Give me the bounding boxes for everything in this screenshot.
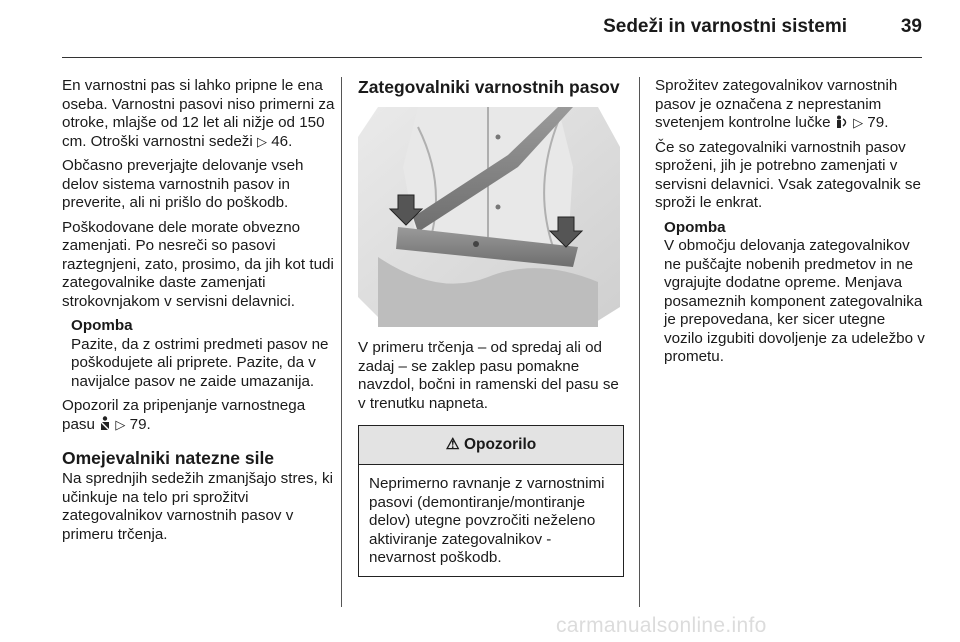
paragraph: Poškodovane dele morate obvezno zamenjati. Po nesreči so pasovi raztegnjeni, zato, prosimo, da jih kot tudi zategovalnike daste zamenjati strokovnjakom v servisni delavnici. — [62, 218, 334, 310]
paragraph: Če so zategovalniki varnostnih pasov sproženi, jih je potrebno zamenjati v servisni delavnici. Vsak zategovalnik se sproži le enkrat. — [655, 138, 921, 211]
column-divider — [341, 77, 342, 607]
column-1 — [62, 77, 338, 550]
paragraph: Na sprednjih sedežih zmanjšajo stres, ki učinkuje na telo pri sprožitvi zategovalnikov varnostnih pasov v primeru trčenja. — [62, 470, 333, 543]
paragraph: En varnostni pas si lahko pripne le ena oseba. Varnostni pasovi niso primerni za otroke, mlajše od 12 let ali nižje od 150 cm. Otroški varnostni sedeži ▷ 46. — [62, 77, 335, 150]
figure-caption: V primeru trčenja – od spredaj ali od zadaj – se zaklep pasu pomakne navzdol, bočni in ramenski del pasu se v trenutku napneta. — [358, 339, 619, 412]
warning-triangle-icon: ⚠ — [445, 436, 460, 453]
note-title: Opomba — [71, 317, 133, 334]
note-title: Opomba — [664, 218, 726, 236]
warning-header — [359, 426, 623, 465]
note — [664, 219, 925, 367]
warning-box — [358, 425, 624, 577]
paragraph: Sprožitev zategovalnikov varnostnih pasov je označena z neprestanim svetenjem kontrolne lučke ▷ 79. — [655, 77, 898, 131]
watermark: carmanualsonline.info — [556, 614, 767, 637]
header-rule — [62, 57, 922, 58]
paragraph: Občasno preverjajte delovanje vseh delov sistema varnostnih pasov in preverite, ali ni prišlo do poškodb. — [62, 157, 304, 211]
page-reference-icon: ▷ — [256, 133, 267, 149]
paragraph: Opozoril za pripenjanje varnostnega pasu ▷ 79. — [62, 397, 306, 433]
note — [71, 317, 338, 391]
airbag-warning-icon — [835, 115, 849, 129]
warning-text: Neprimerno ravnanje z varnostnimi pasovi (demontiranje/montiranje delov) utegne povzročiti neželeno aktiviranje zategovalnikov - nevarnost poškodb. — [369, 475, 605, 566]
page-number: 39 — [900, 16, 922, 37]
note-text: V območju delovanja zategovalnikov ne puščajte nobenih predmetov in ne vgrajujte dodatne opreme. Menjava posameznih komponent zategovalnika je prepovedana, ker sicer utegne vozilo izgubiti dovoljenje za udeležbo v prometu. — [664, 237, 925, 365]
seatbelt-icon — [99, 416, 111, 431]
page-reference-icon: ▷ — [853, 115, 864, 130]
section-title: Zategovalniki varnostnih pasov — [358, 77, 620, 97]
column-3 — [655, 77, 925, 373]
page-header-title: Sedeži in varnostni sistemi — [603, 16, 847, 37]
warning-title: Opozorilo — [463, 436, 537, 453]
seatbelt-pretensioner-illustration — [358, 107, 620, 327]
column-2 — [358, 77, 624, 577]
section-title: Omejevalniki natezne sile — [62, 448, 275, 468]
page-reference-icon: ▷ — [115, 416, 126, 432]
note-text: Pazite, da z ostrimi predmeti pasov ne poškodujete ali priprete. Pazite, da v navijalce pasov ne zaide umazanija. — [71, 335, 329, 390]
column-divider — [639, 77, 640, 607]
